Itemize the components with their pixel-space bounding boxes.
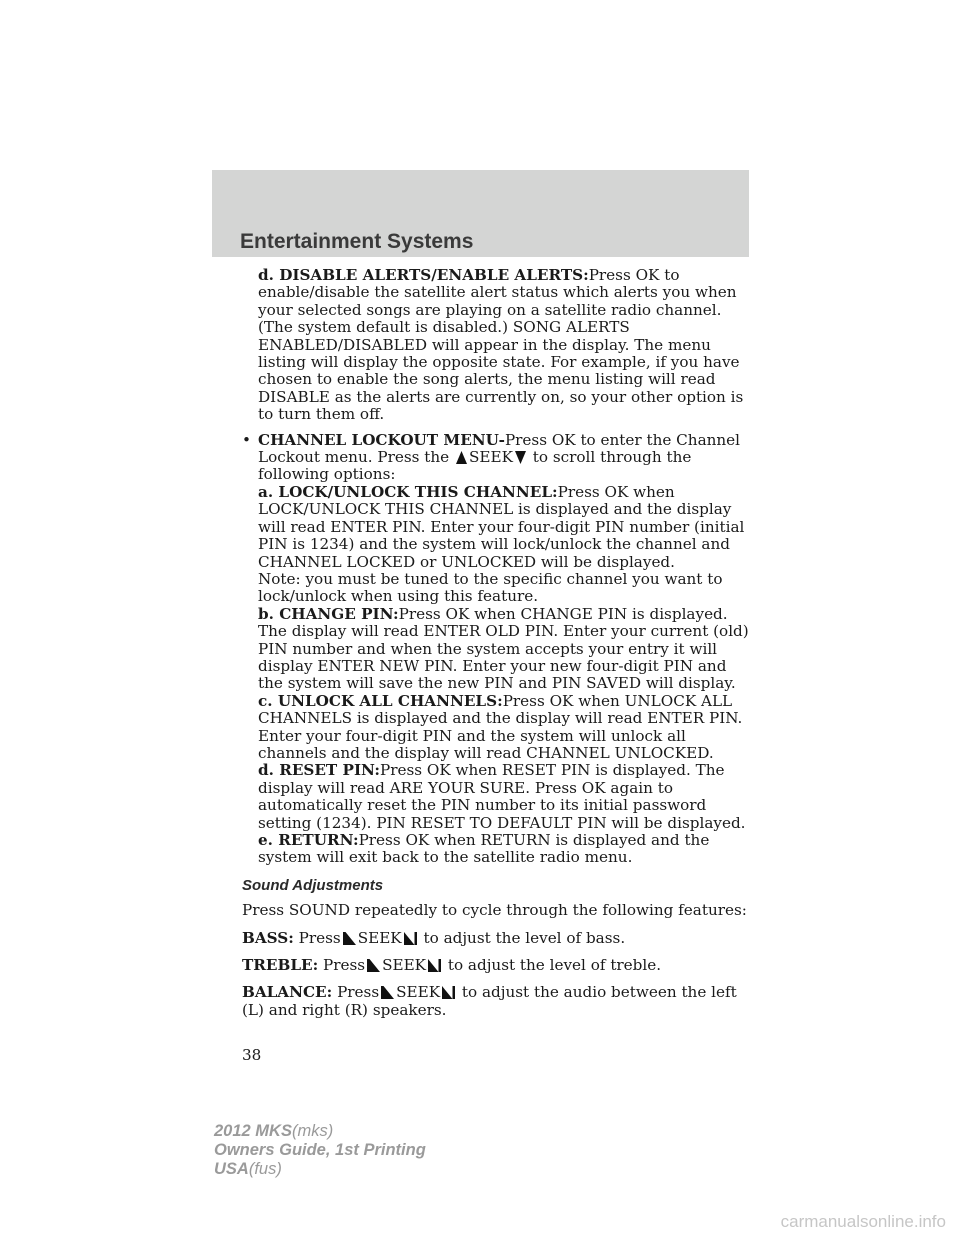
lockout-item-unlock-all: c. UNLOCK ALL CHANNELS:Press OK when UNLOCK ALL CHANNELS is displayed and the display will read ENTER PIN. Enter your four-digit PIN and the system will unlock all channels and the display will read CHANNEL UNLOCKED. (258, 691, 743, 762)
bullet-dot: • (242, 430, 251, 449)
watermark: carmanualsonline.info (780, 1212, 946, 1231)
up-arrow-icon (456, 451, 467, 464)
footer-line-1: 2012 MKS(mks) (214, 1122, 334, 1140)
page-number: 38 (242, 1046, 262, 1064)
sound-item-balance: BALANCE: Press SEEK to adjust the audio between the left (L) and right (R) speakers. (242, 983, 737, 1019)
alerts-text: Press OK to enable/disable the satellite alert status which alerts you when your selected songs are playing on a satellite radio channel. (The system default is disabled.) SONG ALERTS ENABLED/DISABLED will appear in the display. The menu listing will display the opposite state. For example, if you have chosen to enable the song alerts, the menu listing will read DISABLE as the alerts are currently on, so your other option is to turn them off. (258, 266, 744, 424)
seek-forward-icon (404, 932, 417, 945)
seek-back-icon (367, 959, 380, 972)
footer (214, 1122, 426, 1179)
footer-line-2: Owners Guide, 1st Printing (214, 1141, 426, 1159)
alerts-label: d. DISABLE ALERTS/ENABLE ALERTS: (258, 266, 589, 284)
sound-item-bass: BASS: Press SEEK to adjust the level of bass. (242, 928, 626, 947)
seek-forward-icon (442, 986, 455, 999)
seek-back-icon (381, 986, 394, 999)
lockout-label: CHANNEL LOCKOUT MENU- (258, 430, 505, 449)
down-arrow-icon (515, 451, 526, 464)
lockout-text-before: Press OK to enter the Channel Lockout menu. Press the (258, 430, 741, 467)
lockout-intro (258, 432, 754, 484)
sound-intro: Press SOUND repeatedly to cycle through the following features: (242, 901, 747, 920)
seek-control (454, 448, 528, 466)
lockout-text-after: to scroll through the following options: (258, 448, 692, 484)
lockout-item-return: e. RETURN:Press OK when RETURN is displayed and the system will exit back to the satellite radio menu. (258, 831, 710, 867)
lockout-bullet-item (242, 432, 754, 867)
seek-forward-icon (428, 959, 441, 972)
lockout-item-reset-pin: d. RESET PIN:Press OK when RESET PIN is displayed. The display will read ARE YOUR SURE. Press OK again to automatically reset the PIN number to its initial password setting (1234). PIN RESET TO DEFAULT PIN will be displayed. (258, 761, 746, 832)
lockout-item-lock: a. LOCK/UNLOCK THIS CHANNEL:Press OK when LOCK/UNLOCK THIS CHANNEL is displayed and the display will read ENTER PIN. Enter your four-digit PIN number (initial PIN is 1234) and the system will lock/unlock the channel and CHANNEL LOCKED or UNLOCKED will be displayed. (258, 482, 745, 571)
lockout-item-change-pin: b. CHANGE PIN:Press OK when CHANGE PIN is displayed. The display will read ENTER OLD PIN. Enter your current (old) PIN number and when the system accepts your entry it will display ENTER NEW PIN. Enter your new four-digit PIN and the system will save the new PIN and PIN SAVED will display. (258, 604, 749, 693)
lockout-item-note: Note: you must be tuned to the specific channel you want to lock/unlock when using this feature. (258, 569, 723, 606)
page-content (242, 267, 754, 1019)
sound-heading: Sound Adjustments (242, 876, 384, 894)
footer-line-3: USA(fus) (214, 1160, 282, 1178)
sound-item-treble: TREBLE: Press SEEK to adjust the level of treble. (242, 956, 662, 975)
seek-label: SEEK (469, 448, 513, 467)
page-title: Entertainment Systems (240, 230, 474, 253)
alerts-paragraph (242, 267, 754, 424)
seek-back-icon (343, 932, 356, 945)
